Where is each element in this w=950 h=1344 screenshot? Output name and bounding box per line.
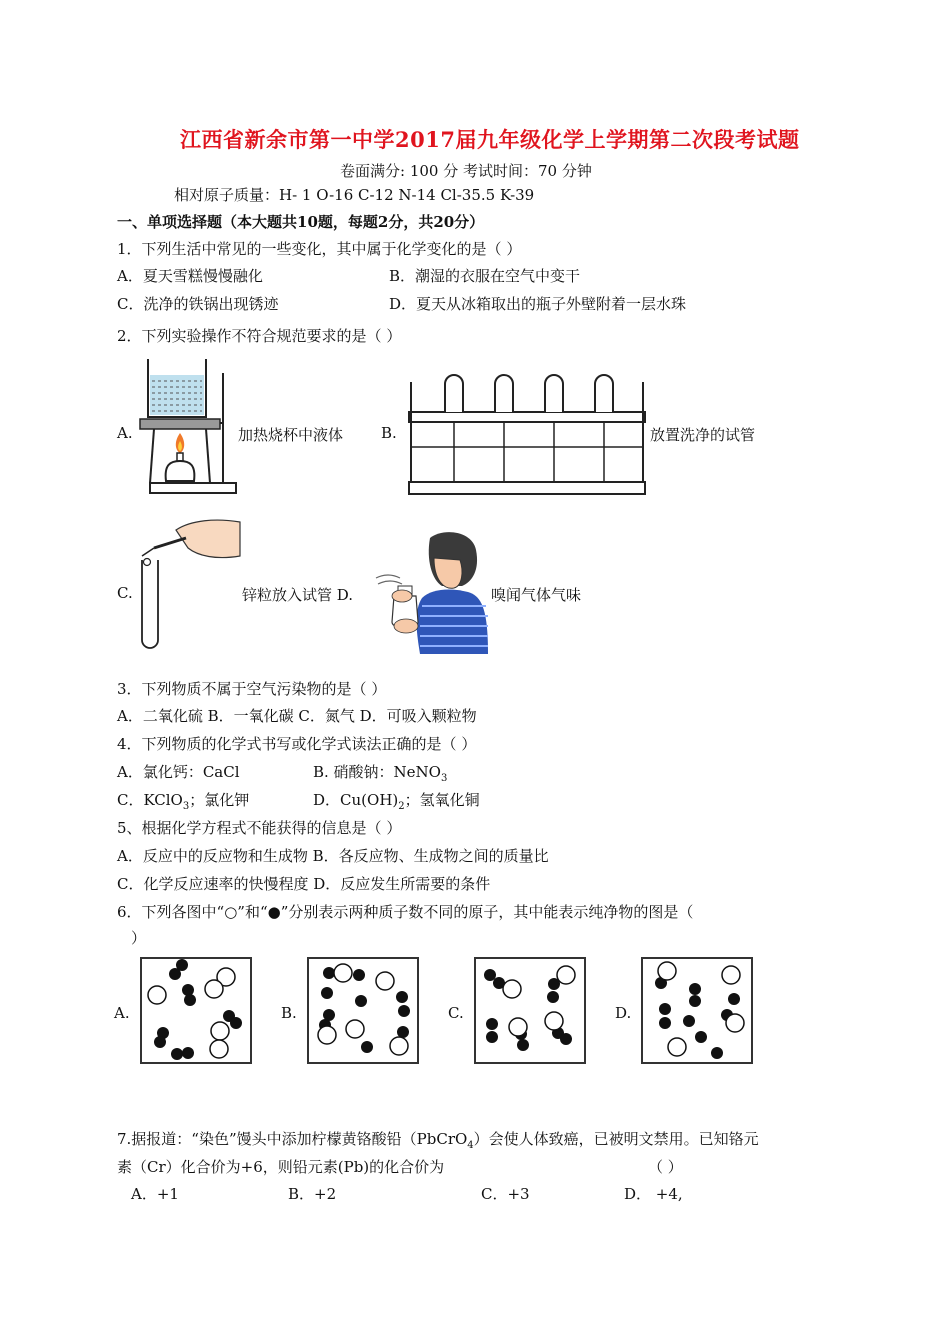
q7-line2: 素（Cr）化合价为+6，则铅元素(Pb)的化合价为 xyxy=(117,1158,445,1176)
q7-option-d: D． +4, xyxy=(624,1185,683,1203)
q2-text-b: 放置洗净的试管 xyxy=(650,426,756,444)
q2-label-c: C. xyxy=(117,584,133,602)
beaker-heating-illustration xyxy=(140,355,240,500)
q4-option-c-sub: 3 xyxy=(182,801,190,812)
q3-stem: 3．下列物质不属于空气污染物的是（ ） xyxy=(117,680,387,698)
page-title: 江西省新余市第一中学2017届九年级化学上学期第二次段考试题 xyxy=(180,127,800,152)
q1-stem: 1．下列生活中常见的一些变化，其中属于化学变化的是（ ） xyxy=(117,240,522,258)
section-heading: 一、单项选择题（本大题共10题，每题2分，共20分） xyxy=(117,213,485,231)
q1-option-b: B．潮湿的衣服在空气中变干 xyxy=(389,267,581,285)
q2-text-c: 锌粒放入试管 D. xyxy=(242,586,354,604)
q1-option-c: C．洗净的铁锅出现锈迹 xyxy=(117,295,279,313)
q6-stem-end: ） xyxy=(131,929,147,947)
q4-option-b xyxy=(313,761,447,784)
q7-option-a: A．+1 xyxy=(131,1185,179,1203)
q4-option-b-text: B. 硝酸钠：NeNO xyxy=(313,763,441,781)
q6-particle-diagram-b xyxy=(307,957,419,1064)
q1-option-d: D．夏天从冰箱取出的瓶子外壁附着一层水珠 xyxy=(389,295,687,313)
q7-line1-text: 7.据报道：“染色”馒头中添加柠檬黄铬酸铅（PbCrO xyxy=(117,1130,468,1148)
q6-particle-diagram-a xyxy=(140,957,252,1064)
q4-option-d-text: D．Cu(OH) xyxy=(313,791,399,809)
q6-label-d: D. xyxy=(615,1004,632,1022)
exam-info: 卷面满分: 100 分 考试时间：70 分钟 xyxy=(340,162,592,180)
q5-options-cd: C．化学反应速率的快慢程度 D．反应发生所需要的条件 xyxy=(117,875,491,893)
q6-label-a: A. xyxy=(114,1004,130,1022)
q4-option-d-suffix: ；氢氧化铜 xyxy=(404,791,480,809)
q4-option-a: A．氯化钙：CaCl xyxy=(117,763,240,781)
atomic-masses: 相对原子质量：H- 1 O-16 C-12 N-14 Cl-35.5 K-39 xyxy=(174,186,535,204)
q4-option-c-text: C．KClO xyxy=(117,791,183,809)
q7-option-c: C．+3 xyxy=(481,1185,530,1203)
q6-particle-diagram-d xyxy=(641,957,753,1064)
test-tube-rack-illustration xyxy=(407,372,647,498)
q4-option-c xyxy=(117,789,249,812)
q6-particle-diagram-c xyxy=(474,957,586,1064)
q4-option-c-suffix: ；氯化钾 xyxy=(189,791,250,809)
q4-stem: 4．下列物质的化学式书写或化学式读法正确的是（ ） xyxy=(117,735,477,753)
q7-answer-paren: （ ） xyxy=(648,1158,683,1176)
q2-text-a: 加热烧杯中液体 xyxy=(238,426,344,444)
q6-label-b: B. xyxy=(281,1004,297,1022)
q4-option-d-sub: 2 xyxy=(398,801,405,812)
q4-option-b-sub: 3 xyxy=(440,773,448,784)
zinc-into-test-tube-illustration xyxy=(136,516,246,656)
q4-option-d xyxy=(313,789,480,812)
q2-stem: 2．下列实验操作不符合规范要求的是（ ） xyxy=(117,327,402,345)
q3-options: A．二氧化硫 B．一氧化碳 C．氮气 D．可吸入颗粒物 xyxy=(117,707,477,725)
q5-options-ab: A．反应中的反应物和生成物 B．各反应物、生成物之间的质量比 xyxy=(117,847,549,865)
q7-line1-suffix: ）会使人体致癌，已被明文禁用。已知铬元 xyxy=(473,1130,759,1148)
q6-label-c: C. xyxy=(448,1004,464,1022)
q5-stem: 5、根据化学方程式不能获得的信息是（ ） xyxy=(117,819,402,837)
q2-text-d: 嗅闻气体气味 xyxy=(491,586,582,604)
q7-line1 xyxy=(117,1128,759,1151)
q6-stem: 6．下列各图中“○”和“●”分别表示两种质子数不同的原子，其中能表示纯净物的图是（ xyxy=(117,903,694,921)
q7-line1-sub: 4 xyxy=(467,1140,474,1151)
q2-label-b: B. xyxy=(381,424,397,442)
q7-option-b: B．+2 xyxy=(288,1185,337,1203)
q2-label-a: A. xyxy=(117,424,133,442)
q1-option-a: A．夏天雪糕慢慢融化 xyxy=(117,267,263,285)
boy-smelling-gas-illustration xyxy=(372,530,490,656)
